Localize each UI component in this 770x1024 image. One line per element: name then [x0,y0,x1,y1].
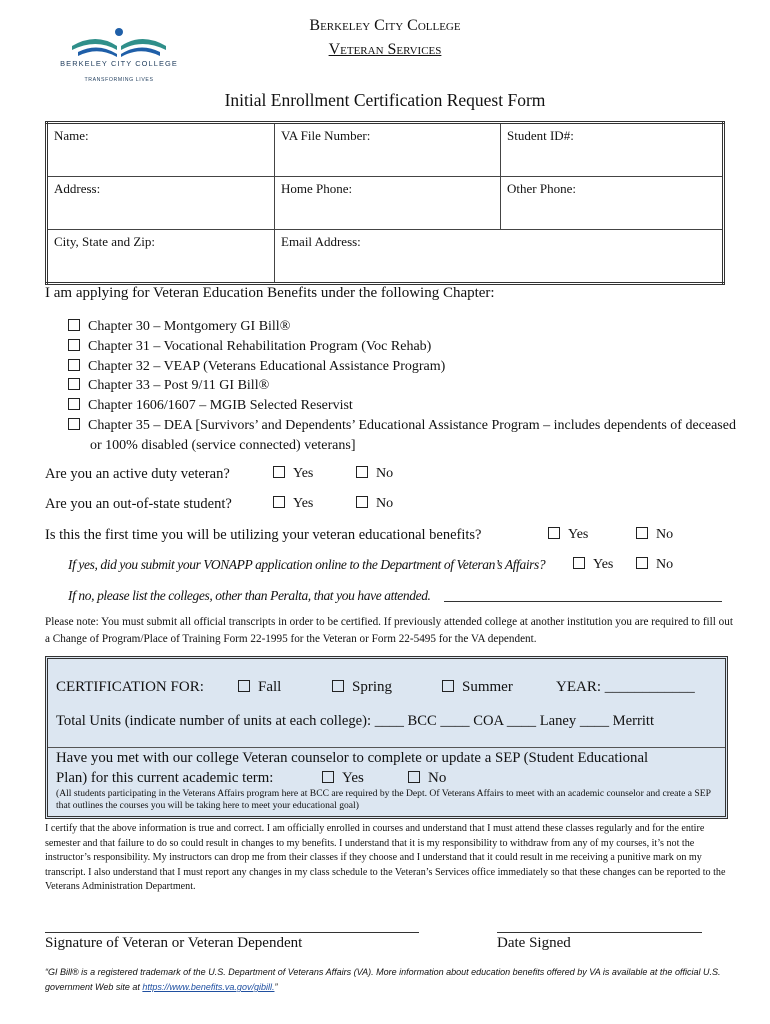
active-duty-no[interactable]: No [356,466,393,482]
vonapp-yes[interactable]: Yes [573,557,613,573]
table-row [47,177,724,230]
first-time-yes[interactable]: Yes [548,527,588,543]
checkbox[interactable] [408,771,420,783]
logo-name: BERKELEY CITY COLLEGE [60,59,178,68]
chapter-30-option[interactable]: Chapter 30 – Montgomery GI Bill® [68,317,750,337]
chapter-33-option[interactable]: Chapter 33 – Post 9/11 GI Bill® [68,376,750,396]
date-line[interactable] [497,932,702,933]
summer-option[interactable]: Summer [442,679,513,696]
sep-no[interactable]: No [408,770,446,787]
date-label: Date Signed [497,935,571,951]
year-field[interactable]: YEAR: ____________ [556,679,695,695]
checkbox[interactable] [68,339,80,351]
home-phone-field[interactable]: Home Phone: [275,177,501,230]
checkbox[interactable] [356,496,368,508]
chapter-32-option[interactable]: Chapter 32 – VEAP (Veterans Educational Assistance Program) [68,357,750,377]
out-of-state-no[interactable]: No [356,496,393,512]
chapter-35-option[interactable]: Chapter 35 – DEA [Survivors’ and Dependents’ Educational Assistance Program – includes dependents of deceased or 100% disabled (service connected) veterans] [68,416,750,456]
city-state-zip-field[interactable]: City, State and Zip: [47,230,275,284]
checkbox[interactable] [442,680,454,692]
gi-bill-footnote: “GI Bill® is a registered trademark of the U.S. Department of Veterans Affairs (VA). More information about education benefits offered by VA is available at the official U.S. government Web site at https://www.benefits.va.gov/gibill.” [45,967,721,992]
email-field[interactable]: Email Address: [275,230,724,284]
chapter-list [68,317,750,456]
department-title: Veteran Services [328,41,442,58]
checkbox[interactable] [332,680,344,692]
certification-label: CERTIFICATION FOR: [56,679,204,695]
other-phone-field[interactable]: Other Phone: [501,177,724,230]
fall-option[interactable]: Fall [238,679,281,696]
checkbox[interactable] [68,378,80,390]
spring-option[interactable]: Spring [332,679,392,696]
checkbox[interactable] [636,557,648,569]
signature-line[interactable] [45,932,419,933]
student-info-table [45,121,725,285]
checkbox[interactable] [356,466,368,478]
form-title: Initial Enrollment Certification Request Form [224,90,546,110]
logo-tagline: TRANSFORMING LIVES [84,77,154,83]
checkbox[interactable] [322,771,334,783]
checkbox[interactable] [636,527,648,539]
name-field[interactable]: Name: [47,123,275,177]
sep-question-cont: Plan) for this current academic term: [56,770,274,786]
active-duty-question: Are you an active duty veteran? [45,466,230,482]
transcript-note: Please note: You must submit all official transcripts in order to be certified. If previously attended college at another institution you are required to fill out a Change of Program/Place of Training Form 22-1995 for the Veteran or Form 22-5495 for the VA dependent. [45,616,733,645]
first-time-question: Is this the first time you will be utilizing your veteran educational benefits? [45,527,482,543]
vonapp-no[interactable]: No [636,557,673,573]
signature-label: Signature of Veteran or Veteran Dependent [45,935,303,951]
total-units-field[interactable]: Total Units (indicate number of units at each college): ____ BCC ____ COA ____ Laney ____ Merritt [56,713,655,729]
checkbox[interactable] [68,319,80,331]
colleges-question: If no, please list the colleges, other than Peralta, that you have attended. [68,588,431,603]
checkbox[interactable] [548,527,560,539]
out-of-state-yes[interactable]: Yes [273,496,313,512]
out-of-state-question: Are you an out-of-state student? [45,496,232,512]
active-duty-yes[interactable]: Yes [273,466,313,482]
divider [48,747,725,748]
table-row [47,123,724,177]
checkbox[interactable] [573,557,585,569]
first-time-no[interactable]: No [636,527,673,543]
checkbox[interactable] [68,359,80,371]
sep-yes[interactable]: Yes [322,770,364,787]
vonapp-question: If yes, did you submit your VONAPP application online to the Department of Veteran’s Affairs? [68,557,546,572]
checkbox[interactable] [238,680,250,692]
checkbox[interactable] [273,496,285,508]
certification-box [45,656,728,819]
checkbox[interactable] [68,418,80,430]
certification-statement: I certify that the above information is true and correct. I am officially enrolled in courses and understand that I must attend these classes regularly and for the entire semester and that failure to do so could result in changes to my benefits. I understand that it is my responsibility to withdraw from any of my courses, it’s not the instructor’s responsibility. My instructors can drop me from their classes if they choose and I understand that it could result in me receiving a punitive mark on my transcript. I also understand that I must report any changes in my class schedule to the Veteran’s Services office immediately so that these changes can be reported to the Veterans Administration Department. [45,823,726,893]
table-row [47,230,724,284]
college-title: Berkeley City College [309,17,461,34]
benefits-link[interactable]: https://www.benefits.va.gov/gibill. [142,982,275,992]
colleges-input-line[interactable] [444,601,722,602]
chapter-heading: I am applying for Veteran Education Benefits under the following Chapter: [45,285,495,301]
va-file-number-field[interactable]: VA File Number: [275,123,501,177]
chapter-31-option[interactable]: Chapter 31 – Vocational Rehabilitation Program (Voc Rehab) [68,337,750,357]
sep-question: Have you met with our college Veteran counselor to complete or update a SEP (Student Educational [56,750,649,766]
checkbox[interactable] [68,398,80,410]
checkbox[interactable] [273,466,285,478]
student-id-field[interactable]: Student ID#: [501,123,724,177]
chapter-1606-option[interactable]: Chapter 1606/1607 – MGIB Selected Reservist [68,396,750,416]
address-field[interactable]: Address: [47,177,275,230]
sep-note: (All students participating in the Veterans Affairs program here at BCC are required by the Dept. Of Veterans Affairs to meet with an academic counselor and create a SEP that outlines the courses you will be taking here to meet your educational goal) [56,788,711,811]
